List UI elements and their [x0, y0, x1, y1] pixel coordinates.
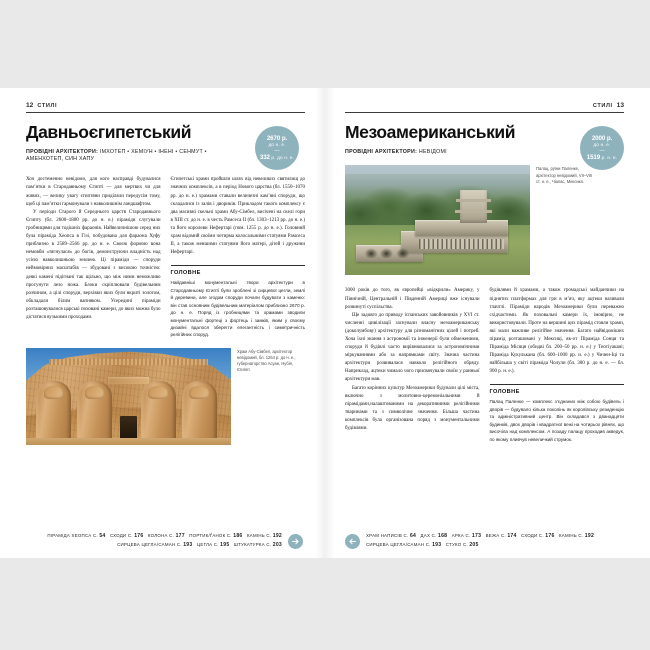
right-page-title: Мезоамериканський [345, 122, 516, 142]
palenque-palace-photo [345, 165, 530, 275]
right-architects-names: НЕВІДОМІ [418, 148, 447, 155]
lintel [108, 377, 149, 384]
right-architects-label: ПРОВІДНІ АРХІТЕКТОРИ: [345, 148, 418, 155]
right-key-box-heading: ГОЛОВНЕ [489, 389, 520, 396]
left-roundel-from-era: до н. е. [268, 142, 286, 148]
left-architects [26, 149, 231, 165]
xref-item[interactable]: ШТУКАТУРКА С. 203 [233, 542, 282, 548]
right-figure [345, 165, 624, 275]
colossal-statue [36, 381, 71, 441]
paragraph: будівлями й храмами, а також громадські майданчики на піднятих платформах для гри в м’яч, яку ацтеки називали тлачтлі. Піраміди народів Мезоамерики були переважно східчастими. Як поховальні камери їх, імовірно, не використовували. Проте на вершині цих пірамід стояли храми, які мали важливе релігійне значення. Багато найвідоміших пірамід розташовані у Мексиці, як-от Піраміда Сонця та Піраміда Місяця (обидві бл. 200–50 рр. н. е.) у Теотіуакані; Піраміда Кукулькана (бл. 600–1000 рр. н. е.) у Чичен-Іці та найбільша у світі піраміда Чолули (бл. 300 р. до н. е. — бл. 900 р. н. е.). [489, 288, 624, 375]
right-column-1 [345, 287, 480, 443]
right-roundel-from-era: до н. е. [593, 142, 611, 148]
colonnade [419, 239, 504, 249]
right-running-head [345, 102, 624, 113]
left-folio: 12 [26, 102, 34, 109]
xref-item[interactable]: ДАХ С. 168 [420, 533, 448, 540]
right-cross-references [366, 532, 594, 550]
colossal-statue [77, 381, 112, 441]
palace-tower [460, 190, 488, 223]
xref-item[interactable]: КАМІНЬ С. 192 [246, 533, 282, 540]
right-see-also-bar [325, 524, 650, 558]
left-roundel-from: 2670 р. [266, 135, 288, 143]
xref-item[interactable]: СИРЦЕВА ЦЕГЛА/САМАН С. 193 [117, 542, 193, 548]
xref-line [366, 541, 594, 550]
paragraph: Єгипетські храми пройшли шлях від невеликих святилищ до значних комплексів, а в період Нового царства (бл. 1550–1070 рр. до н. е.) храмами ставали величезні кам’яні споруди, що складалися із залів і двориків. Прикладом такого комплексу є два масивні скельні храми Абу-Сімбел, висічені на скелі гори в XIII ст. до н. е. в честь Рамсеса II (бл. 1303–1213 рр. до н. е.) та його королеви Нефертарі (пом. 1255 р. до н. е.). Головний храм відомий своїми чотирма колосальними статуями Рамсеса II, а також меншими статуями його матері, дітей і дружини Нефертарі. [170, 177, 305, 256]
arrow-left-icon[interactable] [345, 534, 360, 549]
xref-item[interactable]: СИРЦЕВА ЦЕГЛА/САМАН С. 193 [366, 542, 442, 548]
right-column-2 [490, 287, 625, 443]
ruin-terrace [415, 220, 508, 235]
left-roundel-to: 332 р. до н. е. [259, 153, 295, 161]
left-architects-label: ПРОВІДНІ АРХІТЕКТОРИ: [26, 148, 99, 155]
left-architects-names: ІМХОТЕП • ХЕМІУН • ІНЕНІ • СЕНМУТ • АМЕНХОТЕП, СИН ХАПУ [26, 148, 207, 163]
left-title-block [26, 124, 305, 164]
paragraph: Багато корінних культур Мезоамерики будували цілі міста, включно з молитовно-церемоніальними й пірамідами,налаштованими на декоративними релігійними тваринами та з символічне значення. Більша частина комплексів була організована поряд з монументальними будівлями. [345, 385, 480, 432]
left-cross-references [47, 532, 282, 550]
xref-line [47, 532, 282, 541]
xref-item[interactable]: ВЕЖА С. 174 [485, 533, 517, 540]
sand-foreground [26, 438, 231, 445]
vaulted-openings [364, 247, 416, 258]
right-roundel-from: 2000 р. [591, 135, 613, 143]
left-figure-caption: Храм Абу-Сімбел, архітектор невідомий, бл. 1264 р. до н. е., губернаторство Асуан, Нубія, Єгипет. [237, 348, 296, 373]
xref-item[interactable]: СХОДИ С. 176 [521, 533, 555, 540]
left-key-box-heading: ГОЛОВНЕ [170, 270, 201, 277]
left-column-2 [171, 176, 306, 338]
xref-item[interactable]: КАМІНЬ С. 192 [558, 533, 595, 540]
xref-item[interactable]: ПОРТИК/ҐАНОК С. 186 [189, 533, 243, 540]
colossal-statue [182, 381, 217, 441]
left-column-1 [26, 176, 161, 338]
right-title-block [345, 122, 624, 161]
left-date-roundel [255, 126, 299, 170]
xref-item[interactable]: СТУКО С. 205 [445, 542, 479, 548]
paragraph: У періоди Старого й Середнього царств Стародавнього Єгипту (бл. 2600–1800 рр. до н. е.) піраміди слугували гробницями для тодішніх фараонів. Найвеличнішою серед них була піраміда Хеопса в Гізі, побудована для фараона Хуфу приблизно в 2589–2566 рр. до н. е. Своєю формою вона немовби «тягнулася» до богів, демонструючи владність над усією навколишньою землею. Ці піраміди — споруди неймовірних масштабів — збудовані з високою точністю: деякі камені підігнані так щільно, що між ними неможливо просунути лезо ножа. Блоки скріплювали будівельним розчином, а цілі споруди, верхівки яких були вкриті золотом, обкладали білим вапняком. Усередині піраміди розташовувалися царські поховані камери, до яких можна було дістатися вузькими проходами. [26, 209, 161, 320]
xref-item[interactable]: КОЛОНА С. 177 [147, 533, 185, 540]
arrow-right-icon[interactable] [288, 534, 303, 549]
colossal-statue [141, 381, 176, 441]
left-running-head-label: СТИЛІ [37, 103, 58, 109]
paragraph: 3000 років до того, як європейці «відкрили» Америку, у Північній, Центральній і Південній Америці вже існували розвинуті суспільства. [345, 288, 480, 310]
xref-item[interactable]: АРКА С. 173 [451, 533, 482, 540]
xref-item[interactable]: СХОДИ С. 176 [109, 533, 144, 540]
left-page-title: Давньоєгипетський [26, 122, 192, 142]
left-running-head [26, 102, 305, 113]
right-body-columns [345, 287, 624, 443]
left-figure [26, 348, 305, 445]
right-running-head-label: СТИЛІ [592, 103, 613, 109]
right-date-roundel [580, 126, 624, 170]
right-roundel-to: 1519 р. н. е. [586, 153, 618, 161]
paragraph: Хоч достеменно невідомо, для кого насправді будувалися пам’ятки в Стародавньому Єгипті — для мертвих чи для живих, — велику увагу єгиптяни приділяли передусім тому, щоб ці пам’ятки гармонували з навколишнім ландшафтом. [26, 177, 161, 207]
frieze-band [49, 359, 209, 365]
left-see-also-bar [0, 524, 325, 558]
left-roundel-separator: — [274, 147, 280, 154]
left-key-box [171, 265, 306, 339]
xref-line [47, 541, 282, 550]
right-folio: 13 [616, 102, 624, 109]
left-body-columns [26, 176, 305, 338]
right-key-box [490, 384, 625, 443]
xref-item[interactable]: ПІРАМІДА ХЕОПСА С. 54 [47, 533, 106, 540]
left-page [0, 88, 325, 558]
abu-simbel-temple-photo [26, 348, 231, 445]
xref-item[interactable]: ЦЕГЛА С. 195 [196, 542, 230, 548]
paragraph: Ще задовго до приводу іспанських завойовників у XVI ст. численні цивілізації заснували власну мезоамериканську (доколумбову) архітектуру для різноманітних цілей і потреб. Хоча їхні знання з астрономії та інженерії були обмеженими, споруди й будівлі часто вирівнювалися за астрономічними міркуваннями або за напрямками світу. Значна частина архітектури розвивалася навколо релігійного обряду. Наприклад, ацтеки чимало чого присвячували своїм у ранньої архітектури мав. [345, 312, 480, 383]
right-figure-caption: Палац, руїни Паленке, архітектор невідомий, VII–VIII ст. н. е., Чіапас, Мексика. [536, 166, 593, 184]
right-page [325, 88, 650, 558]
right-key-box-text: Палац Паленке — комплекс з’єднаних між собою будівель і дворів — будувало кілька поколінь як королівську резиденцію та адміністративний центр. Він складався з дванадцяти будинків, двох дворів і квадратної вежі на чотирьох рівнях, що височіла над комплексом. А позаду палацу проходив акведук, по якому пливчув невеличкий струмок. [489, 399, 624, 442]
right-roundel-separator: — [599, 147, 605, 154]
xref-line [366, 532, 594, 541]
right-architects [345, 149, 550, 157]
left-key-box-text: Найдавніші монументальні твори архітектури в Стародавньому Єгипті були зроблені зі сирцевої цегли, землі й деревини, але згодом споруди почали будувати з каменю: він став основним будівельним матеріалом приблизно 2670 р. до н. е. Поряд із гробницями та храмами зводили монументальні фортеці з фортець і замків, яким у своєму дизайні вдалося зберегти елегантність і симетричність релігійних споруд. [170, 280, 305, 338]
xref-item[interactable]: ХРАМ НАПИСІВ С. 64 [366, 533, 417, 540]
